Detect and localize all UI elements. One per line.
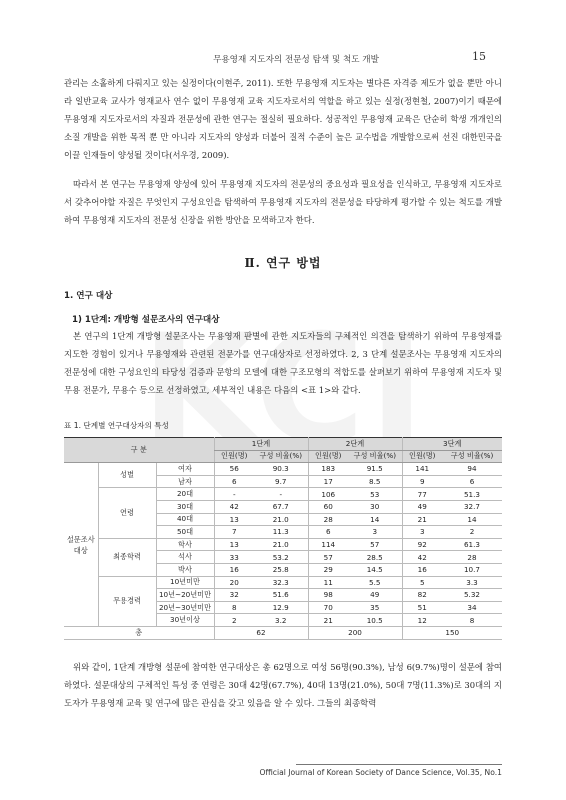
cell: 56 <box>214 463 254 476</box>
row-label: 석사 <box>156 551 214 564</box>
cell: 14 <box>442 513 502 526</box>
cell: 94 <box>442 463 502 476</box>
cell: 141 <box>402 463 442 476</box>
body-paragraph-4: 위와 같이, 1단계 개방형 설문에 참여한 연구대상은 총 62명으로 여성 56명(90.3%), 남성 6(9.7%)명이 설문에 참여하였다. 설문대상의 구체적인 특성 중 연령은 30대 42명(67.7%), 40대 13명(21.0%), 50대 7명(11.3%)로 30대의 지도자가 무용영재 교육 및 연구에 많은 관심을 갖고 있음을 알 수 있다. 그들의 최종학력 <box>64 662 502 708</box>
cell: 8.5 <box>348 475 402 488</box>
cell: 28 <box>308 513 348 526</box>
total-stage-1: 62 <box>214 626 308 639</box>
cell: 3.2 <box>254 614 308 627</box>
group-gender: 성별 <box>98 463 156 488</box>
row-label: 30대 <box>156 500 214 513</box>
cell: 9 <box>402 475 442 488</box>
cell: 12 <box>402 614 442 627</box>
body-paragraph-2: 따라서 본 연구는 무용영재 양성에 있어 무용영재 지도자의 전문성의 중요성과 필요성을 인식하고, 무용영재 지도자로서 갖추어야할 자질은 무엇인지 구성요인을 탐색하여 무용영재 지도자의 전문성을 타당하게 평가할 수 있는 척도를 개발하여 무용영재 지도자의 전문성 신장을 위한 방안을 모색하고자 한다. <box>64 179 502 225</box>
cell: 16 <box>402 563 442 576</box>
cell: 29 <box>308 563 348 576</box>
cell: 51.3 <box>442 488 502 501</box>
cell: 51 <box>402 601 442 614</box>
cell: 106 <box>308 488 348 501</box>
row-label: 여자 <box>156 463 214 476</box>
cell: 30 <box>348 500 402 513</box>
row-label: 남자 <box>156 475 214 488</box>
cell: 42 <box>214 500 254 513</box>
table-row <box>64 576 502 589</box>
cell: 35 <box>348 601 402 614</box>
row-label: 10년미만 <box>156 576 214 589</box>
total-stage-3: 150 <box>402 626 502 639</box>
cell: 28 <box>442 551 502 564</box>
cell: 11.3 <box>254 526 308 539</box>
table-row <box>64 463 502 476</box>
cell: 91.5 <box>348 463 402 476</box>
header-stage-3: 3단계 <box>402 438 502 451</box>
cell: 21 <box>402 513 442 526</box>
table-row <box>64 538 502 551</box>
cell: 11 <box>308 576 348 589</box>
cell: 17 <box>308 475 348 488</box>
header-category: 구 분 <box>64 438 214 463</box>
cell: 6 <box>214 475 254 488</box>
page-number: 15 <box>472 50 486 63</box>
header-ratio: 구성 비율(%) <box>348 450 402 463</box>
table-caption: 표 1. 단계별 연구대상자의 특성 <box>64 421 169 430</box>
row-label: 30년이상 <box>156 614 214 627</box>
group-survey-target: 설문조사 대상 <box>64 463 98 627</box>
cell: 32 <box>214 589 254 602</box>
journal-footer: Official Journal of Korean Society of Dance Science, Vol.35, No.1 <box>259 768 502 777</box>
cell: 16 <box>214 563 254 576</box>
header-count: 인원(명) <box>214 450 254 463</box>
cell: 53.2 <box>254 551 308 564</box>
cell: 90.3 <box>254 463 308 476</box>
cell: 82 <box>402 589 442 602</box>
group-education: 최종학력 <box>98 538 156 576</box>
header-ratio: 구성 비율(%) <box>442 450 502 463</box>
header-stage-1: 1단계 <box>214 438 308 451</box>
row-label: 20대 <box>156 488 214 501</box>
total-label: 총 <box>64 626 214 639</box>
cell: 33 <box>214 551 254 564</box>
table-row <box>64 488 502 501</box>
cell: 5.32 <box>442 589 502 602</box>
cell: 51.6 <box>254 589 308 602</box>
cell: 61.3 <box>442 538 502 551</box>
row-label: 10년~20년미만 <box>156 589 214 602</box>
cell: - <box>214 488 254 501</box>
cell: 13 <box>214 538 254 551</box>
cell: 25.8 <box>254 563 308 576</box>
row-label: 학사 <box>156 538 214 551</box>
cell: 5 <box>402 576 442 589</box>
cell: 114 <box>308 538 348 551</box>
cell: 21 <box>308 614 348 627</box>
cell: 183 <box>308 463 348 476</box>
cell: 32.3 <box>254 576 308 589</box>
header-count: 인원(명) <box>402 450 442 463</box>
cell: 77 <box>402 488 442 501</box>
cell: 28.5 <box>348 551 402 564</box>
cell: 92 <box>402 538 442 551</box>
cell: 7 <box>214 526 254 539</box>
group-age: 연령 <box>98 488 156 538</box>
cell: 3.3 <box>442 576 502 589</box>
cell: 70 <box>308 601 348 614</box>
cell: 8 <box>442 614 502 627</box>
row-label: 20년~30년미만 <box>156 601 214 614</box>
footer-rule <box>296 764 502 765</box>
section-title: Ⅱ. 연구 방법 <box>244 256 322 270</box>
total-stage-2: 200 <box>308 626 402 639</box>
cell: 21.0 <box>254 538 308 551</box>
row-label: 50대 <box>156 526 214 539</box>
cell: 2 <box>214 614 254 627</box>
cell: 12.9 <box>254 601 308 614</box>
cell: 21.0 <box>254 513 308 526</box>
cell: 6 <box>308 526 348 539</box>
sub-subsection-heading: 1) 1단계: 개방형 설문조사의 연구대상 <box>72 315 220 325</box>
cell: 20 <box>214 576 254 589</box>
header-count: 인원(명) <box>308 450 348 463</box>
cell: 98 <box>308 589 348 602</box>
cell: 10.5 <box>348 614 402 627</box>
cell: 14.5 <box>348 563 402 576</box>
cell: 49 <box>348 589 402 602</box>
row-label: 박사 <box>156 563 214 576</box>
cell: 60 <box>308 500 348 513</box>
table-row-total <box>64 626 502 639</box>
cell: 8 <box>214 601 254 614</box>
header-stage-2: 2단계 <box>308 438 402 451</box>
cell: 14 <box>348 513 402 526</box>
cell: 13 <box>214 513 254 526</box>
cell: 49 <box>402 500 442 513</box>
cell: 2 <box>442 526 502 539</box>
cell: 67.7 <box>254 500 308 513</box>
row-label: 40대 <box>156 513 214 526</box>
cell: 53 <box>348 488 402 501</box>
cell: 34 <box>442 601 502 614</box>
cell: 5.5 <box>348 576 402 589</box>
participants-table <box>64 437 502 640</box>
cell: 6 <box>442 475 502 488</box>
group-career: 무용경력 <box>98 576 156 626</box>
cell: 9.7 <box>254 475 308 488</box>
subsection-heading: 1. 연구 대상 <box>64 291 113 301</box>
cell: 3 <box>402 526 442 539</box>
cell: - <box>254 488 308 501</box>
body-paragraph-3: 본 연구의 1단계 개방형 설문조사는 무용영재 판별에 관한 지도자들의 구체적인 의견을 탐색하기 위하여 무용영재를 지도한 경험이 있거나 무용영재와 관련된 전문가를 연구대상자로 선정하였다. 2, 3 단계 설문조사는 무용영재 지도자의 전문성에 대한 구성요인의 타당성 검증과 문항의 모델에 대한 구조모형의 적합도를 살펴보기 위하여 무용영재 지도자 및 무용 전문가, 무용수 등으로 선정하였고, 세부적인 내용은 다음의 <표 1>와 같다. <box>64 331 502 395</box>
cell: 57 <box>308 551 348 564</box>
cell: 57 <box>348 538 402 551</box>
body-paragraph-1: 관리는 소홀하게 다뤄지고 있는 실정이다(이현주, 2011). 또한 무용영재 지도자는 별다른 자격증 제도가 없을 뿐만 아니라 일반교육 교사가 영재교사 연수 없이 무용영재 교육 지도자로서의 역할을 하고 있는 실정(정현철, 2007)이기 때문에 무용영재 지도자로서의 자질과 전문성에 관한 연구는 절실히 필요하다. 성공적인 무용영재 교육은 단순히 학생 개개인의 소질 개발을 위한 목적 뿐 만 아니라 지도자의 양성과 더불어 질적 수준이 높은 교수법을 개발함으로써 선진 대한민국을 이끌 인재들이 양성될 것이다(서우경, 2009). <box>64 78 502 160</box>
cell: 32.7 <box>442 500 502 513</box>
cell: 42 <box>402 551 442 564</box>
cell: 10.7 <box>442 563 502 576</box>
cell: 3 <box>348 526 402 539</box>
header-ratio: 구성 비율(%) <box>254 450 308 463</box>
running-title: 무용영재 지도자의 전문성 탐색 및 척도 개발 <box>213 55 379 65</box>
